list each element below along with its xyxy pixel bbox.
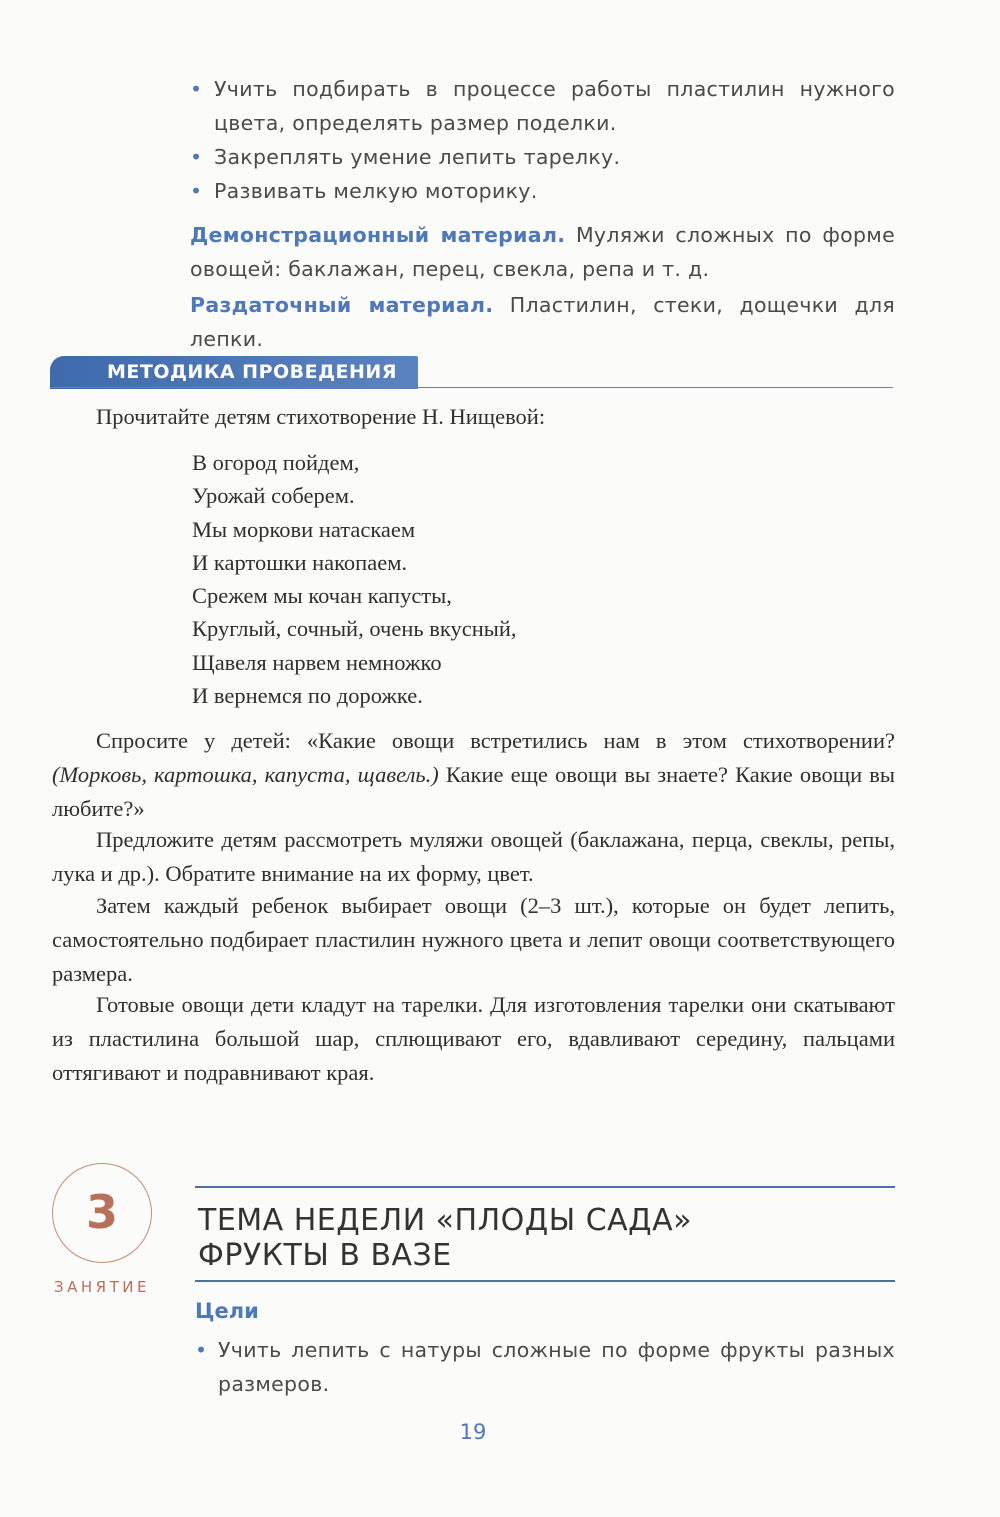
bullet-item: • Развивать мелкую моторику. [190,174,895,208]
bullet-dot-icon: • [190,145,203,169]
poem-line: И вернемся по дорожке. [192,683,423,709]
divider [195,1280,895,1282]
paragraph-models: Предложите детям рассмотреть муляжи овощей (баклажана, перца, свеклы, репы, лука и др.). Обратите внимание на их форму, цвет. [52,827,895,886]
poem [192,446,517,712]
bullet-item: • Учить лепить с натуры сложные по форме фрукты разных размеров. [195,1333,895,1401]
bullet-item: • Закреплять умение лепить тарелку. [190,140,895,174]
bullet-dot-icon: • [190,179,203,203]
lesson-number: 3 [52,1163,152,1263]
goals-heading: Цели [195,1299,259,1323]
lesson-label: ЗАНЯТИЕ [54,1278,150,1296]
demo-material: Демонстрационный материал. Муляжи сложных по форме овощей: баклажан, перец, свекла, репа и т. д. [190,223,895,281]
handout-material: Раздаточный материал. Пластилин, стеки, дощечки для лепки. [190,293,895,351]
method-heading-band [50,356,418,389]
bullet-dot-icon: • [195,1338,208,1362]
divider [50,387,893,388]
page-number: 19 [459,1420,487,1444]
lesson-subtitle: ФРУКТЫ В ВАЗЕ [198,1238,452,1273]
paragraph-choose: Затем каждый ребенок выбирает овощи (2–3 шт.), которые он будет лепить, самостоятельно подбирает пластилин нужного цвета и лепит овощи соответствующего размера. [52,893,895,986]
bullet-dot-icon: • [190,77,203,101]
bullet-item: • Учить подбирать в процессе работы пластилин нужного цвета, определять размер поделки. [190,72,895,140]
poem-line: Круглый, сочный, очень вкусный, [192,616,517,642]
poem-line: Срежем мы кочан капусты, [192,583,452,609]
poem-line: И картошки накопаем. [192,549,408,575]
method-heading: МЕТОДИКА ПРОВЕДЕНИЯ [107,361,397,383]
poem-line: Мы моркови натаскаем [192,516,416,542]
goals-list-top [190,72,895,208]
divider [195,1186,895,1188]
method-intro: Прочитайте детям стихотворение Н. Нищевой: [96,404,546,429]
lesson-title: ТЕМА НЕДЕЛИ «ПЛОДЫ САДА» [198,1203,692,1238]
poem-line: Щавеля нарвем немножко [192,649,442,675]
poem-line: В огород пойдем, [192,450,360,475]
paragraph-questions: Спросите у детей: «Какие овощи встретились нам в этом стихотворении? (Морковь, картошка, капуста, щавель.) Какие еще овощи вы знаете? Какие овощи вы любите?» [52,728,895,821]
paragraph-plates: Готовые овощи дети кладут на тарелки. Для изготовления тарелки они скатывают из пластилина большой шар, сплющивают его, вдавливают середину, пальцами оттягивают и подравнивают края. [52,992,895,1085]
poem-line: Урожай соберем. [192,483,355,509]
